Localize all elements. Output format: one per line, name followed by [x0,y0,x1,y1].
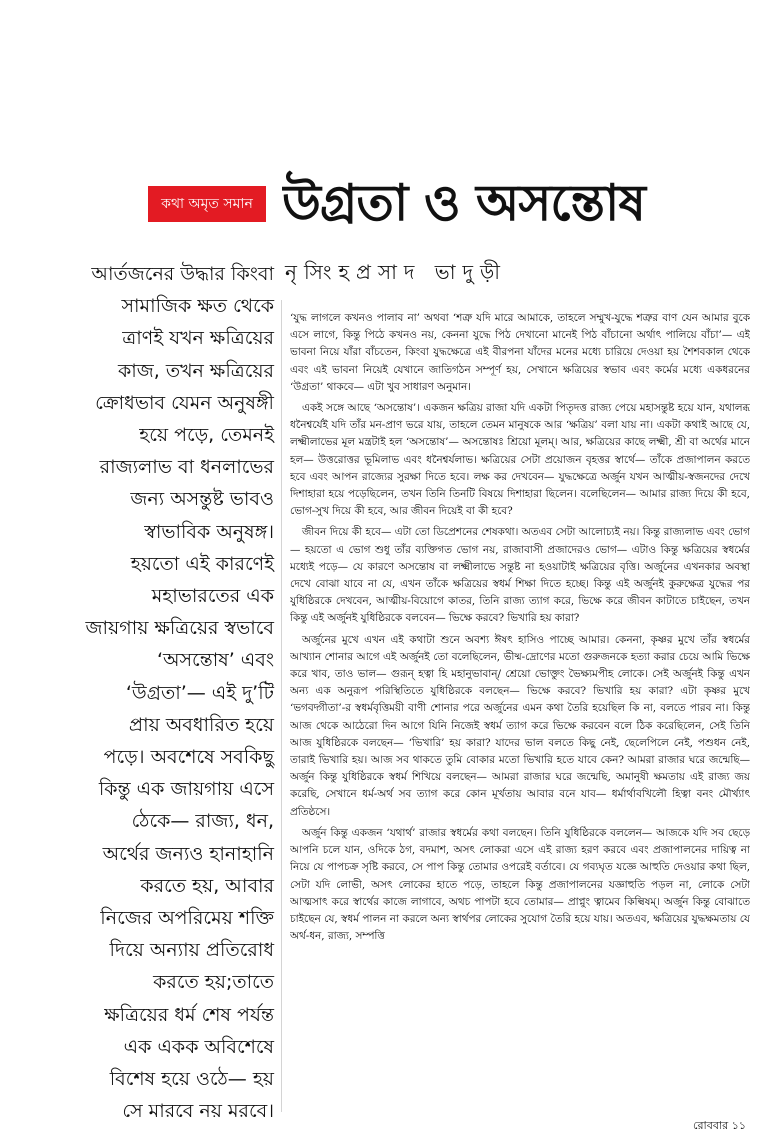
pull-quote-line: জন্য অসন্তুষ্ট ভাবও [130,488,274,511]
pull-quote-line: নিজের অপরিমেয় শক্তি [100,907,274,930]
article-title: উগ্রতা ও অসন্তোষ [282,174,645,232]
body-paragraph: জীবন দিয়ে কী হবে— এটা তো ডিপ্রেশনের শেষকথা। অতএব সেটা আলোচ্যই নয়। কিন্তু রাজ্যলাভ এবং ভোগ— হয়তো এ ভোগ শুধু তাঁর ব্যক্তিগত ভোগ নয়, রাজাবাসী প্রজাদেরও ভোগ— এটাও কিন্তু ক্ষত্রিয়ের স্বধর্মের মধ্যেই পড়ে— যে কারণে অসন্তোষ বা লক্ষ্মীলাভে সন্তুষ্ট না হওয়াটাই ক্ষত্রিয়ের বৃত্তি। অর্জুনের এখনকার অবস্থা দেখে বোঝা যাবে না যে, এখন তাঁকে ক্ষত্রিয়ের স্বধর্ম শিক্ষা দিতে হচ্ছে। কিন্তু এই অর্জুনই কুরুক্ষেত্র যুদ্ধের পর যুধিষ্ঠিরকে দেখবেন, আত্মীয়-বিয়োগে কাতর, তিনি রাজ্য ত্যাগ করে, ভিক্ষে করে জীবন কাটাতে চাইছেন, তখন কিন্তু এই অর্জুনই যুধিষ্ঠিরকে বলবেন— ভিক্ষে করবে? ভিখারি হয় কারা? [290,526,750,625]
pull-quote-line: দিয়ে অন্যায় প্রতিরোধ [109,939,274,962]
column-divider [281,300,282,1112]
pull-quote-line: সে মারবে নয় মরবে। [122,1100,274,1123]
pull-quote-line: হয়ে পড়ে, তেমনই [139,424,274,447]
section-tag: কথা অমৃত সমান [148,186,266,222]
pull-quote-line: হয়তো এই কারণেই [130,552,274,575]
pull-quote-line: বিশেষ হয়ে ওঠে— হয় [109,1068,274,1091]
pull-quote-line: প্রায় অবধারিত হয়ে [128,713,274,736]
pull-quote-line: করতে হয়, আবার [140,874,274,897]
pull-quote-line: ত্রাণই যখন ক্ষত্রিয়ের [122,327,274,350]
pull-quote-line: কাজ, তখন ক্ষত্রিয়ের [117,359,274,382]
pull-quote-line: অর্থের জন্যও হানাহানি [102,842,274,865]
pull-quote-line: পড়ে। অবশেষে সবকিছু [103,746,274,769]
body-paragraph: অর্জুন কিন্তু একজন ‘যথার্থ’ রাজার স্বধর্মের কথা বলছেন। তিনি যুধিষ্ঠিরকে বললেন— আজকে যদি সব ছেড়ে আপনি চলে যান, ওদিকে ঠগ, বদমাশ, অসৎ লোকরা এসে এই রাজ্য হরণ করবে এবং প্রজাপালনের দায়িত্ব না নিয়ে যে পাপচক্র সৃষ্টি করবে, সে পাপ কিন্তু তোমার ওপরেই বর্তাবে। যে গব্যঘৃত যজ্ঞে আহুতি দেওয়ার কথা ছিল, সেটা যদি লোভী, অসৎ লোকের হাতে পড়ে, তাহলে কিন্তু প্রজাপালনের যজ্ঞাহুতি পড়ল না, লোকে সেটা আত্মসাৎ করে স্বার্থের কাজে লাগাবে, অথচ পাপটা হবে তোমার— প্রাপ্নুং ত্বামেব কিল্বিষম্। অর্জুন কিন্তু বোঝাতে চাইছেন যে, স্বধর্ম পালন না করলে অন্য স্বার্থপর লোকের সুযোগ তৈরি হয়ে যায়। অতএব, ক্ষত্রিয়ের যুদ্ধক্ষমতায় যে অর্থ-ধন, রাজ্য, সম্পত্তি [290,826,750,943]
pull-quote-line: আর্তজনের উদ্ধার কিংবা [91,263,274,285]
pull-quote-line: করতে হয়;তাতে [153,971,274,994]
pull-quote-line: স্বাভাবিক অনুষঙ্গ। [144,520,274,543]
pull-quote-line: জায়গায় ক্ষত্রিয়ের স্বভাবে [85,617,274,640]
pull-quote-line: মহাভারতের এক [151,585,274,608]
pull-quote [58,258,274,1127]
pull-quote-line: সামাজিক ক্ষত থেকে [121,295,274,318]
pull-quote-line: এক একক অবিশেষে [123,1035,274,1058]
body-paragraph: একই সঙ্গে আছে ‘অসন্তোষ’। একজন ক্ষত্রিয় রাজা যদি একটা পিতৃদত্ত রাজ্য পেয়ে মহাসন্তুষ্ট হয়ে যান, যথালব্ধ ধনৈশ্বর্যেই যদি তাঁর মন-প্রাণ ভরে যায়, তাহলে তেমন মানুষকে আর ‘ক্ষত্রিয়’ বলা যায় না। একটা কথাই আছে যে, লক্ষ্মীলাভের মূল মন্ত্রটাই হল ‘অসন্তোষ’— অসন্তোষঃ শ্রিয়ো মূলম্। আর, ক্ষত্রিয়ের কাছে লক্ষ্মী, শ্রী বা অর্থের মানে হল— উত্তরোত্তর ভূমিলাভ এবং ধনৈশ্বর্যলাভ। ক্ষত্রিয়ের সেটা প্রয়োজন বৃহত্তর স্বার্থে— তাঁকে প্রজাপালন করতে হবে এবং আপন রাজ্যের সুরক্ষা দিতে হবে। লক্ষ কর দেখবেন— যুদ্ধক্ষেত্রে অর্জুন যখন আত্মীয়-স্বজনদের দেখে দিশাহারা হয়ে পড়েছিলেন, তখন তিনি তিনটি বিষয়ে দিশাহারা ছিলেন। বলেছিলেন— আমার রাজ্য দিয়ে কী হবে, ভোগ-সুখ দিয়ে কী হবে, আর জীবন দিয়েই বা কী হবে? [290,402,750,518]
pull-quote-line: ক্রোধভাব যেমন অনুষঙ্গী [95,391,274,414]
body-paragraph: অর্জুনের মুখে এখন এই কথাটা শুনে অবশ্য ঈষৎ হাসিও পাচ্ছে আমার। কেননা, কৃষ্ণর মুখে তাঁর স্বধর্মের আখ্যান শোনার আগে এই অর্জুনই তো বলেছিলেন, ভীষ্ম-দ্রোণের মতো গুরুজনকে হত্যা করার চেয়ে আমি ভিক্ষে করে খাব, তাও ভাল— গুরূন্ হত্বা হি মহানুভাবান্/ শ্রেয়ো ভোক্তুং ভৈক্ষ্যমপীহ লোকে। সেই অর্জুনই কিন্তু এখন অন্য এক অনুরূপ পরিস্থিতিতে যুধিষ্ঠিরকে বলছেন— ভিক্ষে করবে? ভিখারি হয় কারা? এটা কৃষ্ণর মুখে ‘ভগবদ্গীতা’-র স্বধর্মবৃত্তিময়ী বাণী শোনার পরে অর্জুনের এমন কথা তৈরি হয়েছিল কি না, বলতে পারব না। কিন্তু আজ থেকে আঠেরো দিন আগে যিনি নিজেই স্বধর্ম ত্যাগ করে ভিক্ষে করবেন বলে ঠিক করেছিলেন, সেই তিনি আজ যুধিষ্ঠিরকে বলছেন— ‘ভিখারি’ হয় কারা? যাদের ভাল বলতে কিছু নেই, ছেলেপিলে নেই, পশুধন নেই, তারাই ভিখারি হয়। আজ সব থাকতে তুমি বোকার মতো ভিখারি হতে যাবে কেন? আমরা রাজার ঘরে জন্মেছি— অর্জুন কিন্তু যুধিষ্ঠিরকে স্বধর্ম শিখিয়ে বলছেন— আমরা রাজার ঘরে জন্মেছি, অমানুষী ক্ষমতায় এই রাজ্য জয় করেছি, সেখানে ধর্ম-অর্থ সব ত্যাগ করে কোন মূর্খতায় আবার বনে যাব— ধর্মার্থাবখিলৌ হিত্বা বনং মৌর্খ্যাৎ প্রতিষ্ঠসে। [290,633,750,818]
pull-quote-line: কিন্তু এক জায়গায় এসে [98,778,274,801]
pull-quote-line: ঠেকে— রাজ্য, ধন, [131,810,274,833]
pull-quote-line: ক্ষত্রিয়ের ধর্ম শেষ পর্যন্ত [104,1003,274,1026]
body-paragraph: ‘যুদ্ধ লাগলে কখনও পালাব না’ অথবা ‘শত্রু যদি মারে আমাকে, তাহলে সম্মুখ-যুদ্ধে শত্রুর বাণ যেন আমার বুকে এসে লাগে, কিন্তু পিঠে কখনও নয়, কেননা যুদ্ধে পিঠ দেখানো মানেই পিঠ বাঁচানো অর্থাৎ পালিয়ে বাঁচা’— এই ভাবনা নিয়ে যাঁরা বাঁচতেন, কিংবা যুদ্ধক্ষেত্রে এই বীরপনা যাঁদের মনের মধ্যে চারিয়ে দেওয়া হয় শৈশবকাল থেকে এবং এই ভাবনা নিয়েই যেখানে জাতিগঠন সম্পূর্ণ হয়, সেখানে ক্ষত্রিয়ের স্বভাব এবং কর্মের মধ্যে একধরনের ‘উগ্রতা’ থাকবে— এটা খুব সাধারণ অনুমান। [290,312,750,393]
pull-quote-line: রাজ্যলাভ বা ধনলাভের [99,456,274,479]
pull-quote-line: ‘উগ্রতা’— এই দু’টি [125,681,274,704]
author-name: নৃসিংহপ্রসাদ ভাদুড়ী [285,260,508,284]
article-body [290,310,750,1110]
page-folio: রোববার ১১ [693,1119,746,1132]
pull-quote-line: ‘অসন্তোষ’ এবং [156,649,274,672]
